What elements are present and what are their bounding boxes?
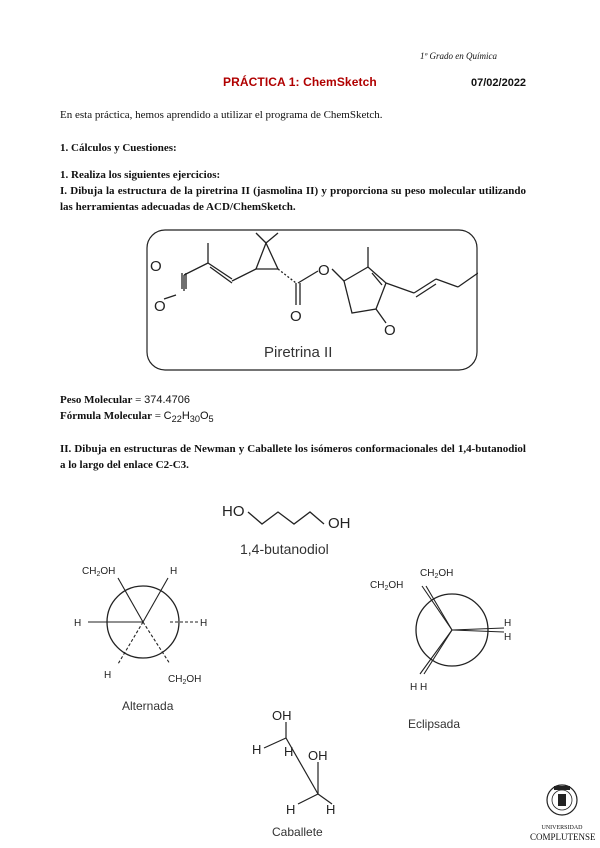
butanediol-structure bbox=[220, 496, 380, 560]
mw-value: 374.4706 bbox=[144, 394, 191, 406]
svg-text:H: H bbox=[74, 618, 82, 629]
svg-text:H: H bbox=[200, 618, 208, 629]
university-logo bbox=[530, 780, 594, 842]
svg-text:O: O bbox=[384, 322, 396, 339]
svg-text:CH2OH: $CH_2OH$ bbox=[82, 566, 116, 578]
section-heading: 1. Cálculos y Cuestiones: bbox=[60, 142, 177, 154]
svg-text:H: H bbox=[286, 802, 296, 817]
piretrina-structure bbox=[146, 229, 478, 371]
logo-bottom-text: COMPLUTENSE bbox=[530, 832, 596, 842]
exercise-2-text: II. Dibuja en estructuras de Newman y Caballete los isómeros conformacionales del 1,4-butanodiol a lo largo del enlace C2-C3. bbox=[60, 443, 526, 471]
svg-text:CH2OH: $CH_2OH$ bbox=[370, 580, 404, 592]
intro-text: En esta práctica, hemos aprendido a utilizar el programa de ChemSketch. bbox=[60, 109, 383, 121]
course-note: 1º Grado en Química bbox=[420, 51, 498, 61]
svg-text:O: O bbox=[150, 258, 162, 275]
eclipsada-caption: Eclipsada bbox=[408, 717, 461, 731]
newman-eclipsada bbox=[368, 562, 528, 734]
crest-icon bbox=[542, 780, 582, 820]
caballete-structure bbox=[240, 704, 350, 842]
newman-alternada bbox=[70, 560, 220, 716]
ho-label: HO bbox=[222, 503, 245, 520]
svg-text:O: O bbox=[154, 298, 166, 315]
oh-label: OH bbox=[328, 515, 351, 532]
svg-text:H: H bbox=[420, 682, 428, 693]
svg-text:H: H bbox=[252, 742, 262, 757]
practice-title: PRÁCTICA 1: ChemSketch bbox=[223, 75, 377, 89]
alternada-caption: Alternada bbox=[122, 699, 174, 713]
practice-date: 07/02/2022 bbox=[471, 77, 527, 89]
molecular-weight: Peso Molecular = 374.4706 bbox=[60, 394, 191, 406]
exercise-1-text: I. Dibuja la estructura de la piretrina II (jasmolina II) y proporciona su peso molecular utilizando las herramientas adecuadas de ACD/ChemSketch. bbox=[60, 185, 526, 213]
svg-text:H: H bbox=[504, 618, 512, 629]
svg-text:O: O bbox=[318, 262, 330, 279]
svg-text:H: H bbox=[284, 744, 294, 759]
caballete-caption: Caballete bbox=[272, 825, 323, 839]
mw-label: Peso Molecular bbox=[60, 394, 133, 406]
svg-text:CH2OH: $CH_2OH$ bbox=[168, 674, 202, 686]
svg-text:CH2OH: $CH_2OH$ bbox=[420, 568, 454, 580]
formula-value: $C_{22}H_{30}O_5$ bbox=[163, 410, 214, 425]
svg-text:OH: OH bbox=[272, 708, 292, 723]
structure-caption: Piretrina II bbox=[264, 344, 333, 361]
molecular-formula: Fórmula Molecular = $C_{22}H_{30}O_5$ bbox=[60, 410, 214, 425]
svg-text:H: H bbox=[104, 670, 112, 681]
exercises-heading: 1. Realiza los siguientes ejercicios: bbox=[60, 169, 221, 181]
svg-text:H: H bbox=[326, 802, 336, 817]
svg-text:H: H bbox=[410, 682, 418, 693]
butanediol-caption: 1,4-butanodiol bbox=[240, 541, 329, 557]
svg-text:H: H bbox=[170, 566, 178, 577]
logo-top-text: UNIVERSIDAD bbox=[541, 825, 583, 831]
formula-label: Fórmula Molecular bbox=[60, 410, 152, 422]
svg-text:H: H bbox=[504, 632, 512, 643]
svg-text:O: O bbox=[290, 308, 302, 325]
svg-text:OH: OH bbox=[308, 748, 328, 763]
